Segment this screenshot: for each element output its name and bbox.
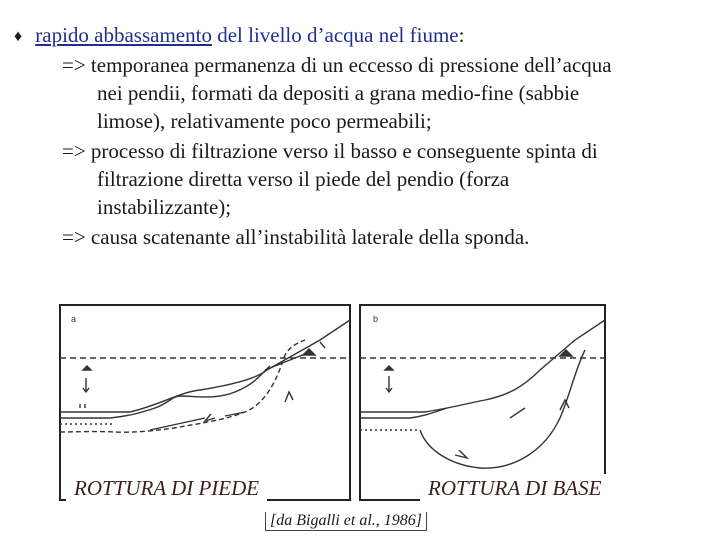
bullet-lead-text: rapido abbassamento <box>35 23 212 47</box>
diamond-bullet-icon: ♦ <box>14 28 23 45</box>
caption-toe-failure: ROTTURA DI PIEDE <box>66 474 267 503</box>
body-line-2: nei pendii, formati da depositi a grana medio-fine (sabbie <box>97 81 580 105</box>
body-line-7: => causa scatenante all’instabilità laterale della sponda. <box>62 225 530 249</box>
body-line-5: filtrazione diretta verso il piede del pendio (forza <box>97 167 510 191</box>
panel-a-label: a <box>71 314 77 324</box>
figure-citation: [da Bigalli et al., 1986] <box>265 512 427 531</box>
bullet-colon: : <box>458 23 465 47</box>
body-line-4: => processo di filtrazione verso il basso e conseguente spinta di <box>62 139 598 163</box>
bullet-rest-text: del livello d’acqua nel fiume <box>211 23 459 47</box>
caption-base-failure: ROTTURA DI BASE <box>420 474 609 503</box>
panel-b-label: b <box>373 314 379 324</box>
body-line-3: limose), relativamente poco permeabili; <box>97 109 432 133</box>
body-line-6: instabilizzante); <box>97 195 232 219</box>
panel-a-diagram <box>60 305 350 500</box>
bullet-heading <box>14 22 464 50</box>
panel-b-diagram <box>360 305 605 500</box>
body-line-1: => temporanea permanenza di un eccesso di pressione dell’acqua <box>62 53 612 77</box>
